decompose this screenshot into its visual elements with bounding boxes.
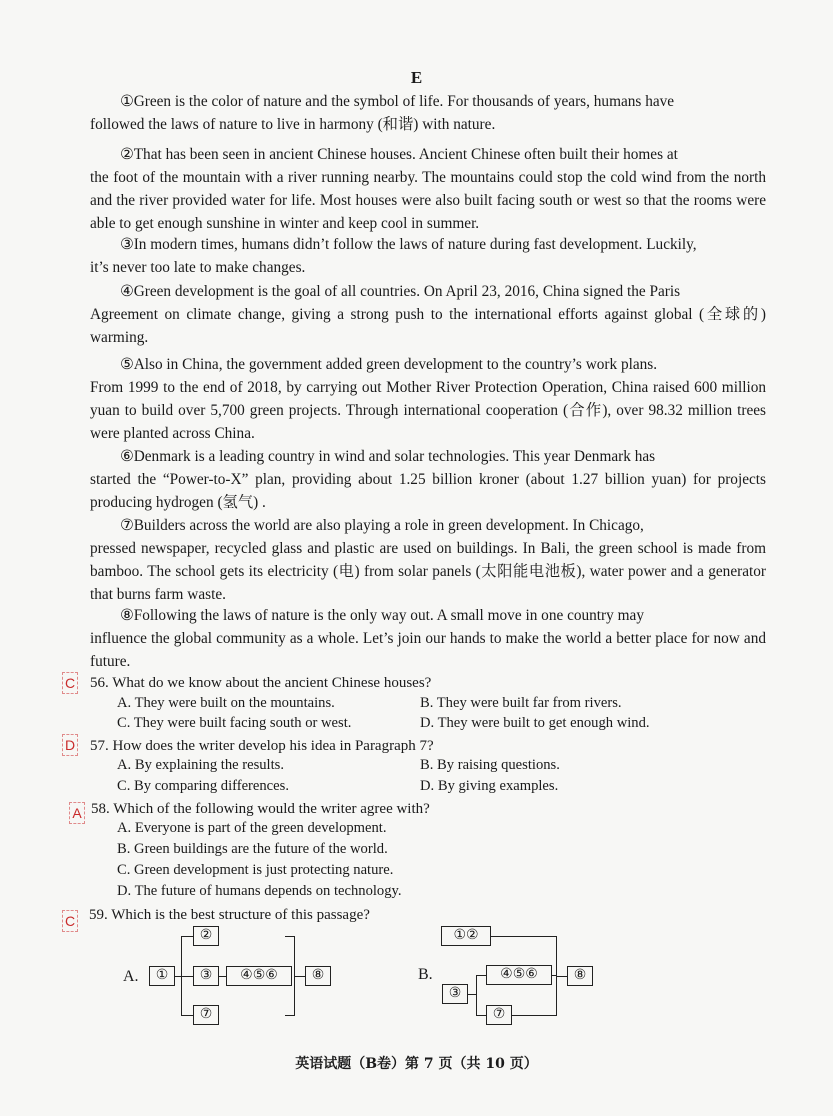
question-56-option-b: B. They were built far from rivers.: [420, 695, 622, 711]
diagram-b-connector: [490, 936, 556, 937]
diagram-b-box-7: ⑦: [486, 1005, 512, 1025]
paragraph-1: [90, 90, 766, 136]
question-58-option-a: A. Everyone is part of the green development.: [117, 820, 387, 836]
paragraph-5-first-line: ⑤Also in China, the government added green development to the country’s work plans.: [120, 356, 658, 373]
question-58-option-d: D. The future of humans depends on technology.: [117, 883, 402, 899]
paragraph-6-first-line: ⑥Denmark is a leading country in wind and solar technologies. This year Denmark has: [120, 448, 656, 465]
diagram-b-bracket-inner: [476, 975, 477, 1015]
paragraph-7-first-line: ⑦Builders across the world are also playing a role in green development. In Chicago,: [120, 517, 644, 534]
diagram-a-connector: [218, 976, 226, 977]
question-57-option-c: C. By comparing differences.: [117, 778, 289, 794]
diagram-a-label: A.: [123, 968, 139, 985]
paragraph-8-first-line: ⑧Following the laws of nature is the only way out. A small move in one country may: [120, 607, 644, 624]
paragraph-3: [90, 233, 766, 279]
diagram-b-box-8: ⑧: [567, 966, 593, 986]
question-56-stem: 56. What do we know about the ancient Chinese houses?: [90, 675, 432, 691]
diagram-a-connector: [181, 1015, 193, 1016]
paragraph-7-rest: pressed newspaper, recycled glass and plastic are used on buildings. In Bali, the green school is made from bamboo. The school gets its electricity (电) from solar panels (太阳能电池板), water power and a generator that burns farm waste.: [90, 540, 766, 603]
diagram-b-box-456: ④⑤⑥: [486, 965, 552, 985]
question-58-stem: 58. Which of the following would the writer agree with?: [91, 801, 430, 817]
passage-heading: E: [410, 68, 423, 87]
paragraph-6-rest: started the “Power-to-X” plan, providing about 1.25 billion kroner (about 1.27 billion yuan) for projects producing hydrogen (氢气) .: [90, 471, 766, 511]
answer-mark-59: C: [62, 910, 78, 932]
page-footer: 英语试题（B卷）第 7 页（共 10 页）: [295, 1056, 538, 1072]
diagram-a-box-3: ③: [193, 966, 219, 986]
question-59-stem: 59. Which is the best structure of this passage?: [89, 907, 370, 923]
paragraph-4-rest: Agreement on climate change, giving a strong push to the international efforts against global (全球的) warming.: [90, 306, 766, 346]
question-58-option-c: C. Green development is just protecting nature.: [117, 862, 394, 878]
diagram-b-connector: [476, 975, 486, 976]
paragraph-2-rest: the foot of the mountain with a river running nearby. The mountains could stop the cold wind from the north and the river provided water for life. Most houses were also built facing south or west so that the rooms were able to get enough sunshine in winter and keep cool in summer.: [90, 169, 766, 232]
question-57-option-d: D. By giving examples.: [420, 778, 559, 794]
paragraph-4-first-line: ④Green development is the goal of all countries. On April 23, 2016, China signed the Paris: [120, 283, 681, 300]
question-56-option-d: D. They were built to get enough wind.: [420, 715, 650, 731]
diagram-a-connector: [181, 976, 193, 977]
paragraph-8: [90, 604, 766, 673]
paragraph-6: [90, 445, 766, 514]
diagram-b-connector: [467, 994, 476, 995]
diagram-a-box-7: ⑦: [193, 1005, 219, 1025]
question-57-option-b: B. By raising questions.: [420, 757, 560, 773]
paragraph-3-rest: it’s never too late to make changes.: [90, 259, 306, 276]
paragraph-8-rest: influence the global community as a whole. Let’s join our hands to make the world a better place for now and future.: [90, 630, 766, 670]
diagram-b-connector: [557, 976, 567, 977]
question-58-option-b: B. Green buildings are the future of the world.: [117, 841, 388, 857]
answer-mark-58: A: [69, 802, 85, 824]
paragraph-2: [90, 143, 766, 235]
paragraph-1-rest: followed the laws of nature to live in harmony (和谐) with nature.: [90, 116, 496, 133]
diagram-b-box-3: ③: [442, 984, 468, 1004]
paragraph-3-first-line: ③In modern times, humans didn’t follow the laws of nature during fast development. Luckily,: [120, 236, 697, 253]
diagram-a-box-456: ④⑤⑥: [226, 966, 292, 986]
diagram-b-label: B.: [418, 966, 433, 983]
diagram-b-connector: [511, 1015, 556, 1016]
diagram-a-connector: [181, 936, 193, 937]
diagram-a-connector: [295, 976, 305, 977]
question-57-stem: 57. How does the writer develop his idea in Paragraph 7?: [90, 738, 434, 754]
paragraph-5-rest: From 1999 to the end of 2018, by carrying out Mother River Protection Operation, China raised 600 million yuan to build over 5,700 green projects. Through international cooperation (合作), over 98.32 million trees were planted across China.: [90, 379, 766, 442]
paragraph-2-first-line: ②That has been seen in ancient Chinese houses. Ancient Chinese often built their homes at: [120, 146, 678, 163]
diagram-b-connector: [476, 1015, 486, 1016]
answer-mark-56: C: [62, 672, 78, 694]
diagram-a-box-2: ②: [193, 926, 219, 946]
paragraph-4: [90, 280, 766, 349]
question-56-option-a: A. They were built on the mountains.: [117, 695, 335, 711]
answer-mark-57: D: [62, 734, 78, 756]
diagram-b-box-12: ①②: [441, 926, 491, 946]
question-56-option-c: C. They were built facing south or west.: [117, 715, 352, 731]
diagram-a-box-8: ⑧: [305, 966, 331, 986]
diagram-a-box-1: ①: [149, 966, 175, 986]
question-57-option-a: A. By explaining the results.: [117, 757, 284, 773]
paragraph-1-first-line: ①Green is the color of nature and the symbol of life. For thousands of years, humans have: [120, 93, 675, 110]
paragraph-5: [90, 353, 766, 445]
paragraph-7: [90, 514, 766, 606]
